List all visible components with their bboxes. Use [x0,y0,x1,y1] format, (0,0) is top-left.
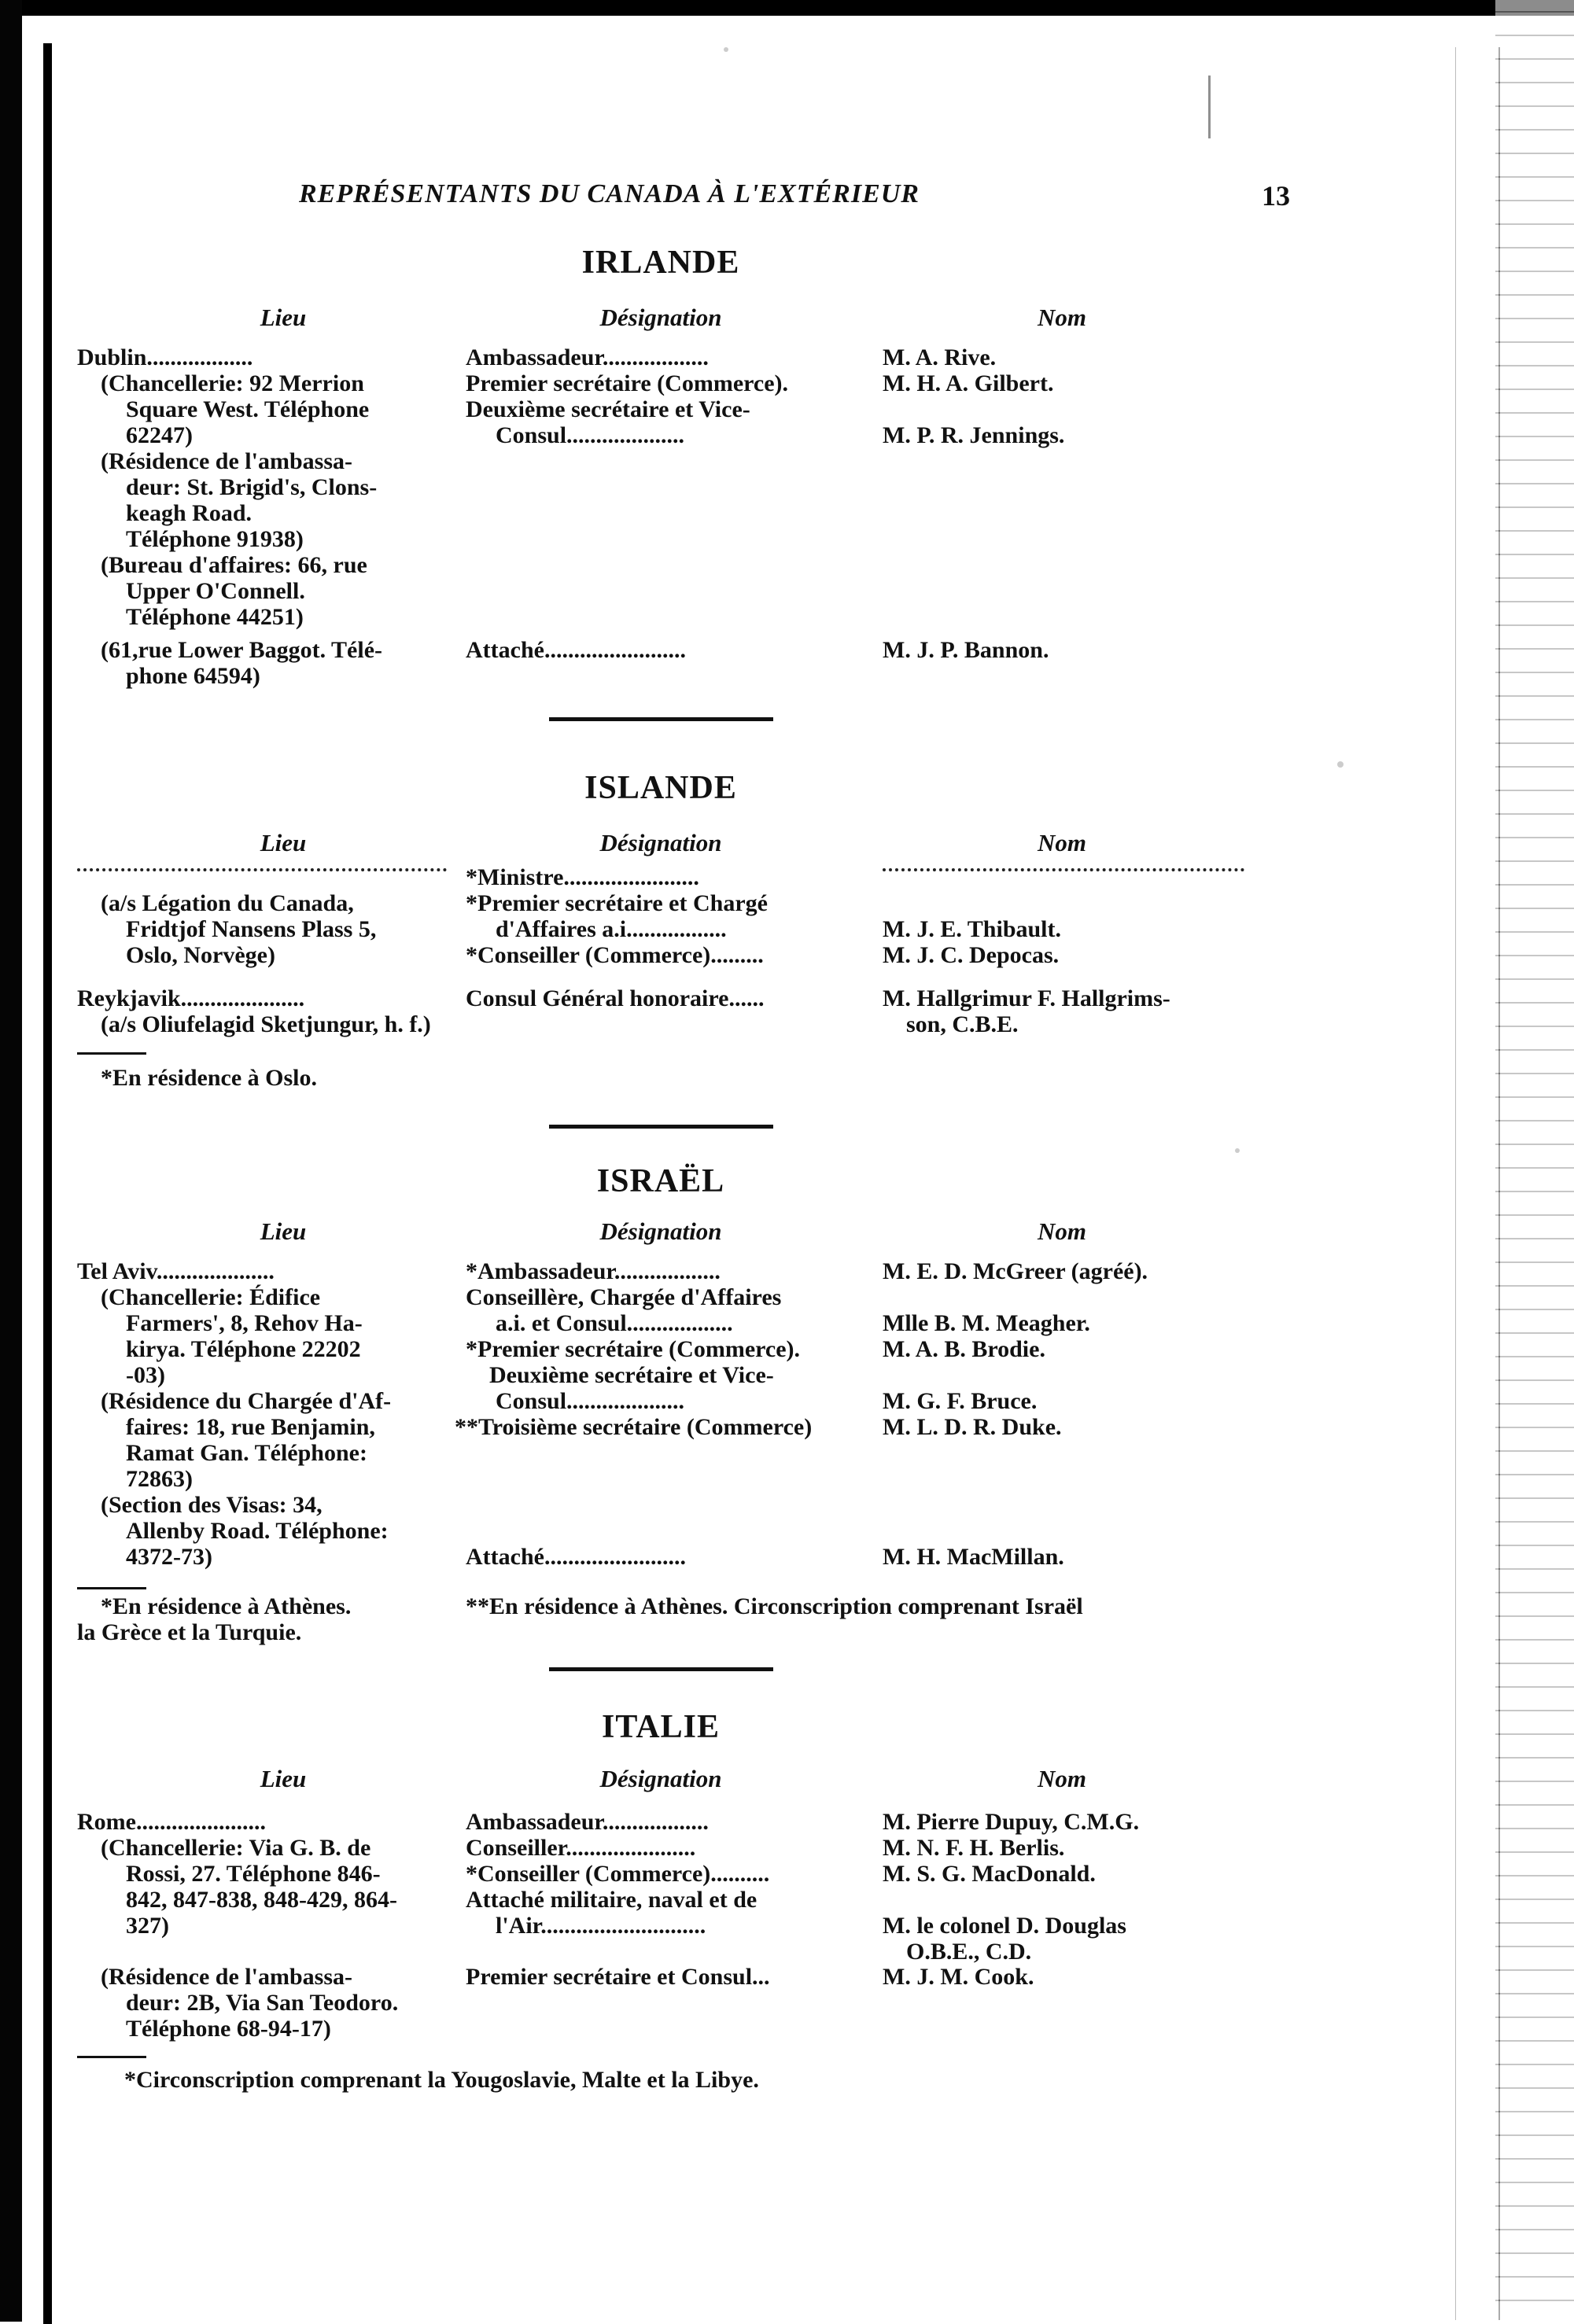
footnote: *En résidence à Athènes. [101,1593,352,1619]
lieu-line: Téléphone 91938) [126,526,304,552]
lieu-line: (Section des Visas: 34, [101,1492,323,1518]
scan-mark [1208,76,1211,138]
designation-line: Deuxième secrétaire et Vice- [466,396,750,422]
lieu-line: (Résidence de l'ambassa- [101,1964,352,1990]
nom-line: M. J. E. Thibault. [883,916,1062,942]
designation-line: Conseiller...................... [466,1835,696,1861]
nom-line: M. N. F. H. Berlis. [883,1835,1065,1861]
lieu-line: 72863) [126,1466,193,1492]
lieu-line: Farmers', 8, Rehov Ha- [126,1310,363,1336]
section-divider [549,1125,773,1129]
nom-line: M. H. MacMillan. [883,1544,1064,1570]
designation-line: Conseillère, Chargée d'Affaires [466,1284,782,1310]
nom-line: M. L. D. R. Duke. [883,1414,1062,1440]
lieu-line: (Chancellerie: 92 Merrion [101,370,364,396]
nom-line: son, C.B.E. [906,1011,1019,1037]
lieu-line: (a/s Légation du Canada, [101,890,354,916]
designation-line: *Conseiller (Commerce)......... [466,942,764,968]
running-title: REPRÉSENTANTS DU CANADA À L'EXTÉRIEUR [299,179,920,208]
lieu-line: Rossi, 27. Téléphone 846- [126,1861,381,1887]
footnote-rule [77,2056,146,2058]
designation-line: a.i. et Consul.................. [496,1310,733,1336]
lieu-line: faires: 18, rue Benjamin, [126,1414,375,1440]
nom-line: M. Pierre Dupuy, C.M.G. [883,1809,1140,1835]
designation-line: Attaché militaire, naval et de [466,1887,758,1913]
empty-nom-leader [883,864,1244,871]
scan-speck [724,47,728,52]
nom-line: O.B.E., C.D. [906,1939,1032,1965]
footnote-rule [77,1052,146,1055]
lieu-line: 327) [126,1913,169,1939]
column-header-nom: Nom [1038,1217,1086,1245]
nom-line: M. J. P. Bannon. [883,637,1049,663]
lieu-line: 842, 847-838, 848-429, 864- [126,1887,397,1913]
column-header-lieu: Lieu [260,1765,307,1792]
designation-line: Consul.................... [496,422,685,448]
section-title-islande: ISLANDE [584,770,737,806]
column-header-designation: Désignation [599,304,722,331]
lieu-line: Téléphone 44251) [126,604,304,630]
lieu-line: deur: St. Brigid's, Clons- [126,474,378,500]
designation-line: Consul Général honoraire...... [466,985,765,1011]
scan-left-border [0,0,22,2322]
section-title-irlande: IRLANDE [581,245,740,281]
nom-line: M. S. G. MacDonald. [883,1861,1096,1887]
lieu-line: Ramat Gan. Téléphone: [126,1440,367,1466]
page-number: 13 [1262,180,1290,212]
lieu-line: Rome...................... [77,1809,266,1835]
designation-line: Ambassadeur.................. [466,344,709,370]
lieu-line: Reykjavik..................... [77,985,305,1011]
footnote: la Grèce et la Turquie. [77,1619,302,1645]
nom-line: Mlle B. M. Meagher. [883,1310,1090,1336]
column-header-lieu: Lieu [260,304,307,331]
column-header-nom: Nom [1038,829,1086,856]
column-header-lieu: Lieu [260,1217,307,1245]
designation-line: *Ambassadeur.................. [466,1258,721,1284]
scan-top-border [0,0,1574,16]
nom-line: M. P. R. Jennings. [883,422,1065,448]
designation-line: *Ministre....................... [466,864,699,890]
section-divider [549,1667,773,1671]
nom-line: M. E. D. McGreer (agréé). [883,1258,1148,1284]
designation-line: *Premier secrétaire (Commerce). [466,1336,801,1362]
designation-line: Deuxième secrétaire et Vice- [489,1362,774,1388]
lieu-line: keagh Road. [126,500,253,526]
lieu-line: Square West. Téléphone [126,396,370,422]
lieu-line: (a/s Oliufelagid Sketjungur, h. f.) [101,1011,431,1037]
designation-line: l'Air............................ [496,1913,706,1939]
designation-line: Premier secrétaire et Consul... [466,1964,770,1990]
lieu-line: -03) [126,1362,165,1388]
lieu-line: (Chancellerie: Édifice [101,1284,321,1310]
nom-line: M. J. M. Cook. [883,1964,1034,1990]
lieu-line: Tel Aviv.................... [77,1258,275,1284]
lieu-line: 62247) [126,422,193,448]
designation-line: Attaché........................ [466,637,686,663]
footnote: *Circonscription comprenant la Yougoslavie, Malte et la Libye. [124,2067,759,2093]
nom-line: M. A. B. Brodie. [883,1336,1045,1362]
lieu-line: (Résidence du Chargée d'Af- [101,1388,392,1414]
nom-line: M. J. C. Depocas. [883,942,1060,968]
section-divider [549,717,773,721]
designation-line: **Troisième secrétaire (Commerce) [455,1414,813,1440]
scan-speck [1337,761,1344,768]
nom-line: M. A. Rive. [883,344,997,370]
lieu-line: (Résidence de l'ambassa- [101,448,352,474]
lieu-line: (Chancellerie: Via G. B. de [101,1835,371,1861]
footnote: *En résidence à Oslo. [101,1065,317,1091]
column-header-lieu: Lieu [260,829,307,856]
lieu-line: Allenby Road. Téléphone: [126,1518,389,1544]
column-header-nom: Nom [1038,304,1086,331]
designation-line: d'Affaires a.i................. [496,916,727,942]
lieu-line: Oslo, Norvège) [126,942,275,968]
empty-lieu-leader [77,864,447,871]
column-header-nom: Nom [1038,1765,1086,1792]
lieu-line: 4372-73) [126,1544,212,1570]
designation-line: Attaché........................ [466,1544,686,1570]
lieu-line: (61,rue Lower Baggot. Télé- [101,637,382,663]
lieu-line: Fridtjof Nansens Plass 5, [126,916,377,942]
scan-right-faint-line [1455,47,1456,2320]
scan-right-edge-noise [1495,0,1574,2322]
nom-line: M. Hallgrimur F. Hallgrims- [883,985,1170,1011]
lieu-line: phone 64594) [126,663,260,689]
lieu-line: kirya. Téléphone 22202 [126,1336,361,1362]
lieu-line: deur: 2B, Via San Teodoro. [126,1990,399,2016]
designation-line: *Conseiller (Commerce).......... [466,1861,770,1887]
scan-speck [1235,1148,1240,1153]
lieu-line: Téléphone 68-94-17) [126,2016,331,2042]
column-header-designation: Désignation [599,829,722,856]
column-header-designation: Désignation [599,1217,722,1245]
nom-line: M. le colonel D. Douglas [883,1913,1126,1939]
lieu-line: Upper O'Connell. [126,578,305,604]
footnote-rule [77,1587,146,1589]
section-title-israel: ISRAËL [596,1163,725,1199]
lieu-line: (Bureau d'affaires: 66, rue [101,552,367,578]
nom-line: M. G. F. Bruce. [883,1388,1038,1414]
running-head [299,179,1290,219]
lieu-line: Dublin.................. [77,344,253,370]
designation-line: Ambassadeur.................. [466,1809,709,1835]
section-title-italie: ITALIE [602,1709,720,1745]
designation-line: *Premier secrétaire et Chargé [466,890,768,916]
nom-line: M. H. A. Gilbert. [883,370,1054,396]
footnote: **En résidence à Athènes. Circonscription comprenant Israël [466,1593,1083,1619]
designation-line: Consul.................... [496,1388,685,1414]
designation-line: Premier secrétaire (Commerce). [466,370,789,396]
column-header-designation: Désignation [599,1765,722,1792]
